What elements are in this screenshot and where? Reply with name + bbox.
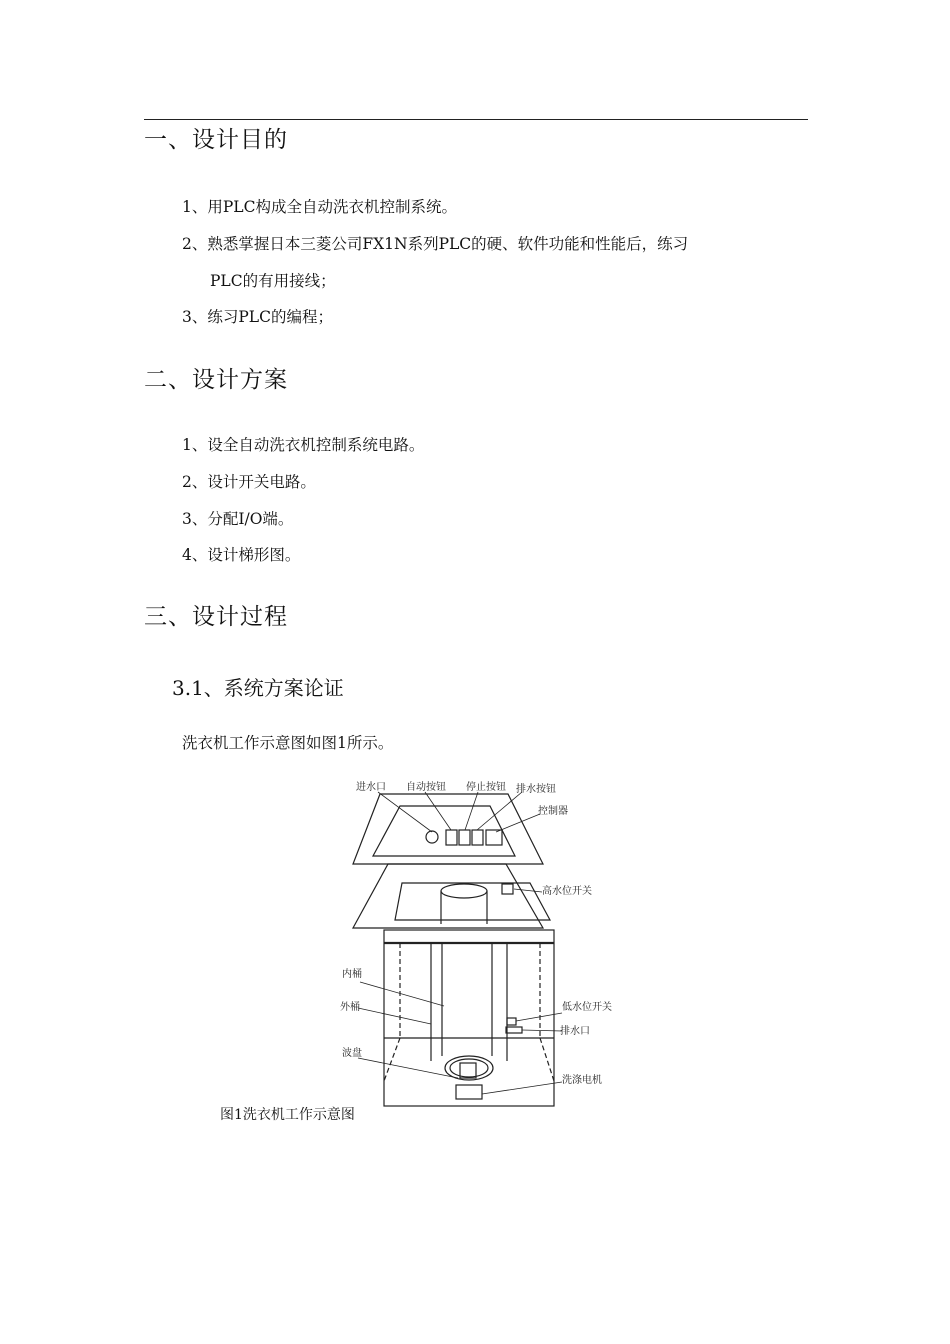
- lid-outline: [395, 883, 550, 920]
- inlet-symbol: [426, 831, 438, 843]
- label-outer-tub: 外桶: [340, 1002, 360, 1013]
- control-panel-outline: [353, 794, 543, 864]
- section-title-purpose: 一、设计目的: [144, 127, 288, 153]
- label-wash-motor: 洗涤电机: [562, 1075, 602, 1086]
- plan-item-3: 3、分配I/O端。: [182, 510, 294, 528]
- purpose-item-3: 3、练习PLC的编程；: [182, 308, 333, 326]
- figure-caption: 图1洗衣机工作示意图: [220, 1107, 355, 1123]
- wash-motor-symbol: [456, 1085, 482, 1099]
- label-low-level-switch: 低水位开关: [562, 1002, 612, 1013]
- section-title-process: 三、设计过程: [144, 604, 288, 630]
- label-stop-button: 停止按钮: [466, 782, 506, 793]
- label-high-level-switch: 高水位开关: [542, 886, 592, 897]
- figure-intro-text: 洗衣机工作示意图如图1所示。: [182, 734, 394, 752]
- high-level-switch-symbol: [502, 884, 513, 894]
- stop-button-symbol: [459, 830, 470, 845]
- auto-button-symbol: [446, 830, 457, 845]
- label-drain-button: 排水按钮: [516, 784, 556, 795]
- purpose-item-2: 2、熟悉掌握日本三菱公司FX1N系列PLC的硬、软件功能和性能后，练习: [182, 235, 689, 253]
- label-inner-tub: 内桶: [342, 969, 362, 980]
- plan-item-2: 2、设计开关电路。: [182, 473, 316, 491]
- control-panel-inner: [373, 806, 515, 856]
- label-auto-button: 自动按钮: [406, 782, 446, 793]
- purpose-item-1: 1、用PLC构成全自动洗衣机控制系统。: [182, 198, 457, 216]
- subsection-title: 3.1、系统方案论证: [172, 676, 344, 700]
- section-title-plan: 二、设计方案: [144, 367, 288, 393]
- label-drain-outlet: 排水口: [560, 1026, 590, 1037]
- plan-item-4: 4、设计梯形图。: [182, 546, 301, 564]
- plan-item-1: 1、设全自动洗衣机控制系统电路。: [182, 436, 425, 454]
- low-level-switch-symbol: [507, 1018, 516, 1025]
- label-controller: 控制器: [538, 806, 568, 817]
- header-rule: [144, 119, 808, 120]
- label-wave-disc: 波盘: [342, 1048, 362, 1059]
- controller-symbol: [486, 830, 502, 845]
- drain-button-symbol: [472, 830, 483, 845]
- inner-tub-top: [441, 884, 487, 898]
- drain-outlet-symbol: [506, 1027, 522, 1033]
- purpose-item-2-cont: PLC的有用接线；: [210, 272, 336, 290]
- washing-machine-diagram: [330, 776, 630, 1112]
- label-inlet: 进水口: [356, 782, 386, 793]
